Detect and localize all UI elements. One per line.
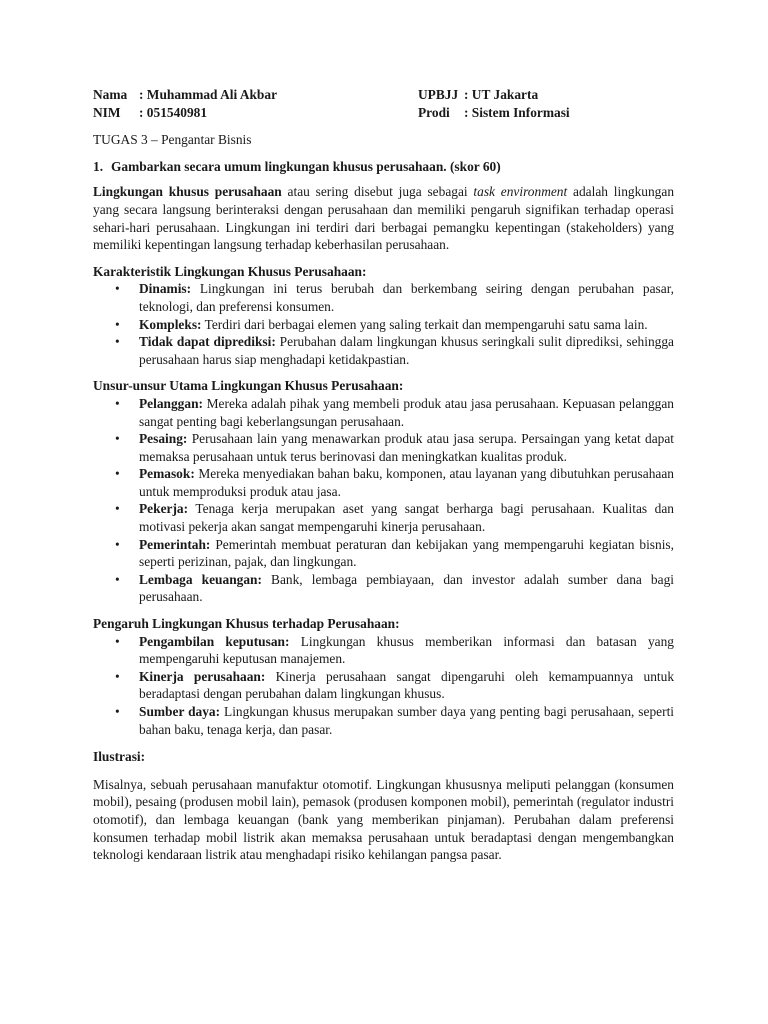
list-item-text: Mereka adalah pihak yang membeli produk atau jasa perusahaan. Kepuasan pelanggan sangat penting bagi keberlangsungan perusahaan.: [139, 395, 674, 429]
bullet-icon: •: [115, 395, 120, 411]
upbjj-value: : UT Jakarta: [464, 87, 539, 102]
list-item-term: Pekerja:: [139, 501, 189, 517]
list-item-term: Kompleks:: [139, 316, 202, 332]
nim-field: [93, 104, 418, 122]
list-item-term: Sumber daya:: [139, 704, 221, 719]
unsur-list: [93, 395, 674, 606]
list-item: [93, 465, 674, 500]
karakteristik-list: [93, 280, 674, 368]
nama-value: : Muhammad Ali Akbar: [139, 87, 278, 102]
upbjj-label: UPBJJ: [418, 87, 459, 102]
nama-field: [93, 86, 418, 104]
intro-italic-term: task environment: [473, 184, 568, 200]
list-item-term: Pemerintah:: [139, 536, 211, 552]
upbjj-field: [418, 86, 538, 104]
intro-text-2: adalah lingkungan yang secara langsung berinteraksi dengan perusahaan dan memiliki pengaruh signifikan terhadap operasi sehari-hari perusahaan. Lingkungan ini terdiri dari berbagai pemangku kepentingan (stakeholders) yang memiliki kepentingan langsung terhadap keberhasilan perusahaan.: [93, 184, 675, 253]
list-item-text: Kinerja perusahaan sangat dipengaruhi oleh kemampuannya untuk beradaptasi dengan perubahan dalam lingkungan khusus.: [139, 668, 675, 702]
student-header-row-1: [93, 86, 674, 104]
question-1: [93, 158, 674, 176]
pengaruh-heading: Pengaruh Lingkungan Khusus terhadap Perusahaan:: [93, 616, 400, 632]
document-content: [93, 86, 674, 864]
prodi-value: : Sistem Informasi: [464, 104, 570, 120]
unsur-heading: Unsur-unsur Utama Lingkungan Khusus Perusahaan:: [93, 378, 404, 394]
list-item-text: Bank, lembaga pembiayaan, dan investor adalah sumber dana bagi perusahaan.: [139, 571, 674, 605]
list-item-text: Tenaga kerja merupakan aset yang sangat berharga bagi perusahaan. Kualitas dan motivasi pekerja akan sangat mempengaruhi kinerja perusahaan.: [139, 501, 674, 535]
question-text: Gambarkan secara umum lingkungan khusus perusahaan. (skor 60): [111, 158, 501, 174]
bullet-icon: •: [115, 704, 120, 719]
nim-label: NIM: [93, 104, 121, 120]
question-number: 1.: [93, 158, 104, 174]
list-item-text: Pemerintah membuat peraturan dan kebijakan yang mempengaruhi kegiatan bisnis, seperti perizinan, pajak, dan lingkungan.: [139, 536, 674, 570]
list-item-text: Terdiri dari berbagai elemen yang saling terkait dan mempengaruhi satu sama lain.: [201, 316, 648, 332]
assignment-title: TUGAS 3 – Pengantar Bisnis: [93, 132, 252, 148]
list-item-term: Pesaing:: [139, 431, 188, 447]
list-item: [93, 571, 674, 606]
list-item-text: Mereka menyediakan bahan baku, komponen, atau layanan yang dibutuhkan perusahaan untuk memproduksi produk atau jasa.: [139, 466, 674, 499]
list-item: [93, 633, 674, 668]
list-item: [93, 430, 674, 465]
list-item-text: Perubahan dalam lingkungan khusus seringkali sulit diprediksi, sehingga perusahaan harus siap menghadapi ketidakpastian.: [139, 334, 674, 367]
list-item-text: Perusahaan lain yang menawarkan produk atau jasa serupa. Persaingan yang ketat dapat memaksa perusahaan untuk terus berinovasi dan meningkatkan kualitas produk.: [139, 431, 674, 464]
bullet-icon: •: [115, 334, 120, 350]
nim-value: : 051540981: [139, 104, 208, 120]
list-item: [93, 333, 674, 368]
list-item-term: Pemasok:: [139, 466, 195, 482]
bullet-icon: •: [115, 316, 120, 332]
intro-bold-term: Lingkungan khusus perusahaan: [93, 184, 282, 200]
pengaruh-list: [93, 633, 674, 739]
list-item-term: Kinerja perusahaan:: [139, 668, 266, 684]
list-item-term: Lembaga keuangan:: [139, 571, 262, 587]
bullet-icon: •: [115, 281, 120, 297]
intro-text-1: atau sering disebut juga sebagai: [281, 184, 474, 200]
prodi-label: Prodi: [418, 104, 450, 120]
list-item-text: Lingkungan khusus merupakan sumber daya yang penting bagi perusahaan, seperti bahan baku, tenaga kerja, dan pasar.: [139, 704, 675, 737]
list-item-term: Tidak dapat diprediksi:: [139, 334, 276, 350]
bullet-icon: •: [115, 668, 120, 684]
list-item-text: Lingkungan ini terus berubah dan berkembang seiring dengan perubahan pasar, teknologi, dan preferensi konsumen.: [139, 281, 674, 314]
bullet-icon: •: [115, 431, 120, 447]
bullet-icon: •: [115, 466, 120, 482]
karakteristik-heading: Karakteristik Lingkungan Khusus Perusahaan:: [93, 263, 367, 279]
prodi-field: [418, 104, 570, 122]
intro-paragraph: [93, 183, 674, 253]
nama-label: Nama: [93, 87, 128, 102]
bullet-icon: •: [115, 571, 120, 587]
list-item-term: Dinamis:: [139, 281, 192, 297]
bullet-icon: •: [115, 536, 120, 552]
ilustrasi-paragraph: Misalnya, sebuah perusahaan manufaktur otomotif. Lingkungan khususnya meliputi pelanggan (konsumen mobil), pesaing (produsen mobil lain), pemasok (produsen komponen mobil), pemerintah (regulator industri otomotif), dan lembaga keuangan (bank yang memberikan pinjaman). Perubahan dalam preferensi konsumen terhadap mobil listrik akan memaksa perusahaan untuk beradaptasi dengan mengembangkan teknologi kendaraan listrik atau menghadapi risiko kehilangan pangsa pasar.: [93, 776, 674, 863]
list-item: [93, 395, 674, 430]
list-item-term: Pelanggan:: [139, 395, 203, 411]
bullet-icon: •: [115, 501, 120, 517]
list-item: [93, 703, 674, 738]
ilustrasi-heading: Ilustrasi:: [93, 749, 146, 765]
list-item: [93, 316, 674, 334]
list-item-text: Lingkungan khusus memberikan informasi dan batasan yang mempengaruhi keputusan manajemen.: [139, 633, 674, 667]
list-item-term: Pengambilan keputusan:: [139, 633, 290, 649]
list-item: [93, 668, 674, 703]
list-item: [93, 500, 674, 535]
bullet-icon: •: [115, 633, 120, 649]
student-header-row-2: [93, 104, 674, 122]
list-item: [93, 536, 674, 571]
list-item: [93, 280, 674, 315]
